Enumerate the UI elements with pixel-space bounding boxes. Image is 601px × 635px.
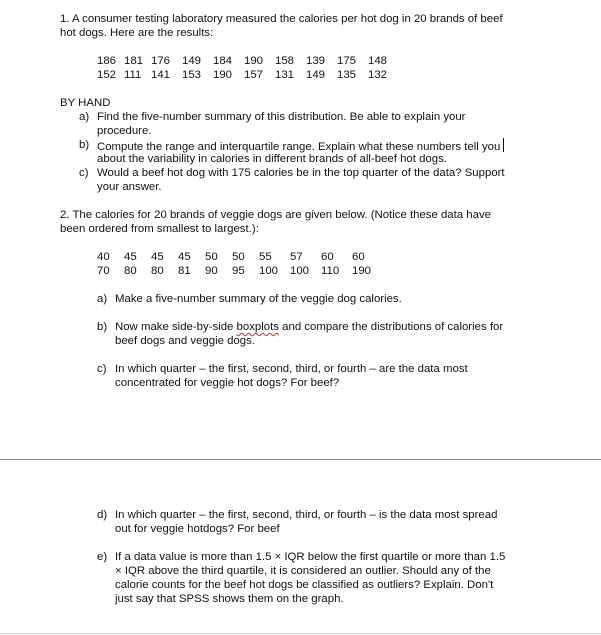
data-value: 141 [151, 69, 171, 81]
by-hand-heading: BY HAND [60, 97, 111, 109]
data-value: 176 [151, 55, 171, 67]
data-value: 190 [352, 265, 372, 277]
data-value: 45 [151, 251, 164, 263]
q1-intro-line-2: hot dogs. Here are the results: [60, 27, 214, 39]
data-value: 80 [151, 265, 164, 277]
data-value: 149 [306, 69, 326, 81]
part-text-line: procedure. [97, 125, 152, 137]
part-label: c) [79, 167, 89, 179]
data-value: 57 [290, 251, 303, 263]
part-label: a) [79, 111, 90, 123]
page-bottom-edge [0, 633, 601, 634]
data-value: 131 [275, 69, 295, 81]
data-value: 100 [259, 265, 279, 277]
beef-data-row-1 [97, 54, 399, 68]
part-text-line: beef dogs and veggie dogs. [115, 335, 255, 347]
part-text-line: Make a five-number summary of the veggie dog calories. [115, 293, 402, 305]
data-value: 186 [97, 55, 117, 67]
veggie-data-table [97, 250, 383, 278]
data-value: 157 [244, 69, 264, 81]
data-value: 149 [182, 55, 202, 67]
part-text-line: about the variability in calories in different brands of all-beef hot dogs. [97, 153, 447, 165]
data-value: 70 [97, 265, 110, 277]
data-value: 45 [124, 251, 137, 263]
data-value: 40 [97, 251, 110, 263]
text-cursor [503, 138, 504, 152]
part-text-line: concentrated for veggie hot dogs? For beef? [115, 377, 340, 389]
beef-data-table [97, 54, 399, 82]
part-label: c) [97, 363, 107, 375]
part-label: e) [97, 551, 108, 563]
data-value: 135 [337, 69, 357, 81]
part-text: Compute the range and interquartile range. Explain what these numbers tell you [97, 141, 501, 153]
page-break-divider [0, 459, 601, 460]
part-text-line: your answer. [97, 181, 162, 193]
data-value: 111 [124, 69, 142, 81]
part-text: and compare the distributions of calories for [278, 321, 504, 333]
q2-intro-line-2: been ordered from smallest to largest.): [60, 223, 259, 235]
q2-intro-line-1: 2. The calories for 20 brands of veggie dogs are given below. (Notice these data have [60, 209, 492, 221]
data-value: 60 [321, 251, 334, 263]
data-value: 184 [213, 55, 233, 67]
part-text-line: out for veggie hotdogs? For beef [115, 523, 280, 535]
part-label: b) [79, 139, 90, 151]
data-value: 110 [321, 265, 340, 277]
part-text-line: In which quarter – the first, second, third, or fourth – are the data most [115, 363, 468, 375]
data-value: 50 [232, 251, 245, 263]
part-text-line: If a data value is more than 1.5 × IQR below the first quartile or more than 1.5 [115, 551, 506, 563]
data-value: 153 [182, 69, 202, 81]
part-label: b) [97, 321, 108, 333]
data-value: 158 [275, 55, 295, 67]
data-value: 55 [259, 251, 272, 263]
part-text-line: Find the five-number summary of this distribution. Be able to explain your [97, 111, 466, 123]
data-value: 190 [213, 69, 233, 81]
data-value: 175 [337, 55, 357, 67]
veggie-data-row-2 [97, 264, 383, 278]
spellcheck-marked-word[interactable]: boxplots [236, 321, 279, 333]
part-text-line: calorie counts for the beef hot dogs be classified as outliers? Explain. Don't [115, 579, 494, 591]
part-label: d) [97, 509, 108, 521]
data-value: 81 [178, 265, 191, 277]
part-text-line: just say that SPSS shows them on the graph. [115, 593, 344, 605]
data-value: 45 [178, 251, 191, 263]
data-value: 60 [352, 251, 365, 263]
data-value: 152 [97, 69, 117, 81]
data-value: 181 [124, 55, 144, 67]
part-text: Now make side-by-side [115, 321, 237, 333]
part-text-line: Would a beef hot dog with 175 calories be in the top quarter of the data? Support [97, 167, 505, 179]
data-value: 90 [205, 265, 218, 277]
data-value: 50 [205, 251, 218, 263]
part-text-line: × IQR above the third quartile, it is considered an outlier. Should any of the [115, 565, 491, 577]
data-value: 100 [290, 265, 310, 277]
part-text-line [115, 320, 503, 334]
data-value: 132 [368, 69, 388, 81]
q1-intro-line-1: 1. A consumer testing laboratory measured the calories per hot dog in 20 brands of beef [60, 13, 503, 25]
data-value: 148 [368, 55, 388, 67]
part-text-line: In which quarter – the first, second, third, or fourth – is the data most spread [115, 509, 498, 521]
part-label: a) [97, 293, 108, 305]
data-value: 80 [124, 265, 137, 277]
beef-data-row-2 [97, 68, 399, 82]
veggie-data-row-1 [97, 250, 383, 264]
data-value: 190 [244, 55, 264, 67]
data-value: 95 [232, 265, 245, 277]
data-value: 139 [306, 55, 326, 67]
